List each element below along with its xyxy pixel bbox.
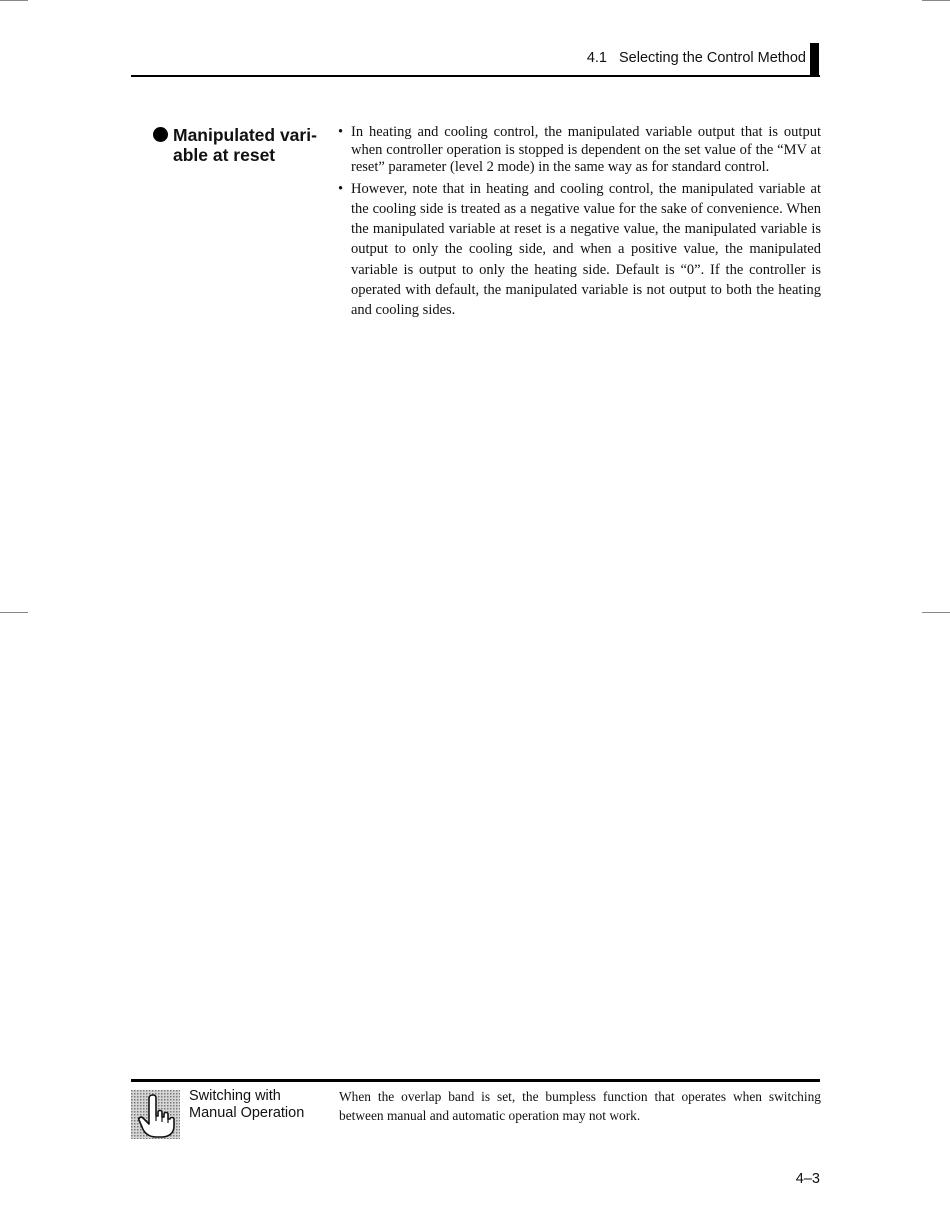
crop-mark-middle-right (922, 612, 950, 613)
section-heading-text (173, 125, 323, 165)
crop-mark-middle-left (0, 612, 28, 613)
body-paragraph-1: • In heating and cooling control, the manipulated variable output that is output when controller operation is stopped is dependent on the set value of the “MV at reset” parameter (level 2 mode) in the same way as for standard control. (338, 124, 821, 177)
note-rule (131, 1079, 820, 1082)
body-bullet-list (338, 124, 821, 321)
pointing-hand-icon (131, 1090, 180, 1139)
header-rule (131, 75, 820, 77)
body-paragraph-2: • However, note that in heating and cooling control, the manipulated variable at the cooling side is treated as a negative value for the sake of convenience. When the manipulated variable at reset is a negative value, the manipulated variable is output to only the cooling side, and when a positive value, the manipulated variable is output to only the heating side. Default is “0”. If the controller is operated with default, the manipulated variable is not output to both the heating and cooling sides. (338, 179, 821, 321)
header-section-number: 4.1 (586, 50, 607, 66)
heading-bullet-icon (153, 127, 168, 142)
section-heading-line-1: Manipulated vari- (173, 125, 317, 145)
note-title-line-2: Manual Operation (189, 1105, 305, 1121)
section-heading-line-2: able at reset (173, 145, 276, 165)
note-text: When the overlap band is set, the bumpless function that operates when switching between manual and automatic operation may not work. (339, 1089, 821, 1123)
header-section-title: Selecting the Control Method (619, 50, 806, 66)
running-header (587, 50, 806, 66)
header-tab-marker (810, 43, 819, 77)
note-title-line-1: Switching with (189, 1088, 281, 1104)
page-number: 4–3 (795, 1171, 820, 1187)
section-heading (153, 125, 328, 165)
crop-mark-top-left (0, 0, 28, 1)
crop-mark-top-right (922, 0, 950, 1)
note-title (189, 1088, 304, 1122)
